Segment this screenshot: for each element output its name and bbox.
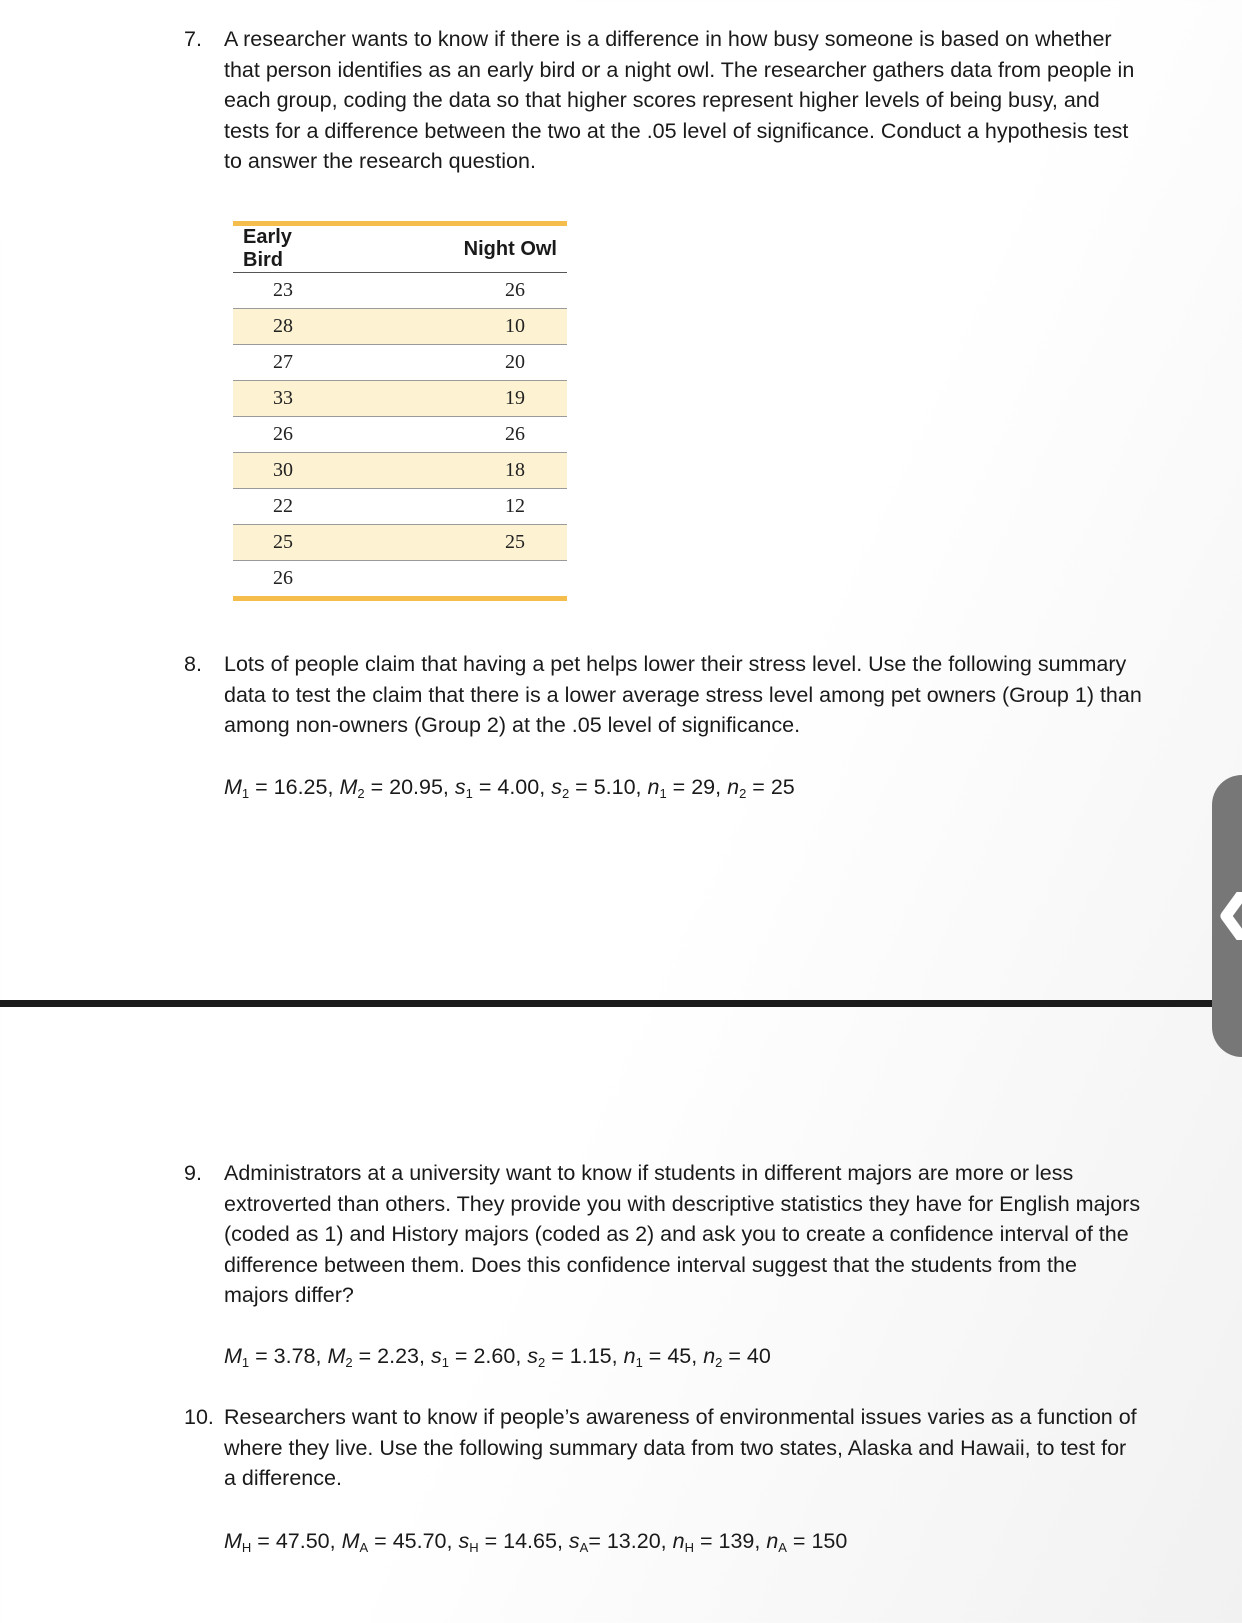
cell-early-bird: 26 [233,417,333,453]
stat-mh: 47.50 [275,1529,330,1553]
chevron-left-icon [1212,892,1242,940]
table-row [233,417,567,453]
table-row [233,381,567,417]
column-header-early-bird: Early Bird [233,224,333,273]
summary-statistics-q8: $M_1 = 16.25$, $M_2 = 20.95$, $s_1 = 4.00$, $s_2 = 5.10$, $n_1 = 29$, $n_2 = 25$ [224,775,795,801]
question-text: Lots of people claim that having a pet helps lower their stress level. Use the following summary data to test the claim that there is a lower average stress level among pet owners (Group 1) than among non-owners (Group 2) at the .05 level of significance. [224,652,1142,737]
table-row [233,273,567,309]
stat-ma: 45.70 [392,1529,447,1553]
table-row [233,525,567,561]
section-divider [0,1000,1212,1007]
table-row [233,489,567,525]
stat-m2: 20.95 [389,775,443,799]
cell-early-bird: 22 [233,489,333,525]
table-header-row [233,224,567,273]
table-row [233,345,567,381]
cell-night-owl: 26 [333,273,567,309]
stat-m1: 3.78 [273,1344,316,1368]
stat-nh: 139 [718,1529,755,1553]
stat-s1: 4.00 [497,775,540,799]
question-text: Researchers want to know if people’s awareness of environmental issues varies as a function of where they live. Use the following summary data from two states, Alaska and Hawaii, to test for a difference. [224,1405,1137,1490]
cell-early-bird: 33 [233,381,333,417]
question-number: 10. [184,1405,214,1429]
cell-night-owl: 20 [333,345,567,381]
cell-early-bird: 28 [233,309,333,345]
stat-m1: 16.25 [273,775,328,799]
stat-na: 150 [811,1529,848,1553]
side-panel-tab[interactable] [1212,775,1242,1057]
stat-n1: 45 [667,1344,692,1368]
cell-night-owl: 18 [333,453,567,489]
question-number: 7. [184,27,202,51]
summary-statistics-q9: $M_1 = 3.78$, $M_2 = 2.23$, $s_1 = 2.60$, $s_2 = 1.15$, $n_1 = 45$, $n_2 = 40$ [224,1344,771,1370]
cell-night-owl: 12 [333,489,567,525]
stat-n2: 25 [770,775,795,799]
question-7 [184,24,1144,177]
cell-early-bird: 23 [233,273,333,309]
cell-early-bird: 27 [233,345,333,381]
summary-statistics-q10: $M_H = 47.50$, $M_A = 45.70$, $s_H = 14.65$, $s_A= 13.20$, $n_H = 139$, $n_A = 150$ [224,1529,848,1555]
stat-n2: 40 [746,1344,771,1368]
cell-early-bird: 25 [233,525,333,561]
table-row [233,561,567,599]
question-number: 9. [184,1161,202,1185]
cell-night-owl: 19 [333,381,567,417]
stat-sh: 14.65 [503,1529,557,1553]
question-number: 8. [184,652,202,676]
cell-early-bird: 30 [233,453,333,489]
cell-night-owl: 10 [333,309,567,345]
stat-s1: 2.60 [473,1344,516,1368]
stat-m2: 2.23 [377,1344,420,1368]
stat-s2: 5.10 [593,775,636,799]
column-header-night-owl: Night Owl [333,224,567,273]
cell-early-bird: 26 [273,567,293,589]
stat-s2: 1.15 [569,1344,612,1368]
cell-night-owl [333,561,567,599]
cell-night-owl: 26 [333,417,567,453]
data-table [233,221,567,601]
question-8 [184,649,1144,741]
stat-n1: 29 [691,775,716,799]
cell-night-owl: 25 [333,525,567,561]
question-text: A researcher wants to know if there is a difference in how busy someone is based on whether that person identifies as an early bird or a night owl. The researcher gathers data from people in each group, coding the data so that higher scores represent higher levels of being busy, and tests for a difference between the two at the .05 level of significance. Conduct a hypothesis test to answer the research question. [224,27,1135,173]
question-9 [184,1158,1144,1311]
question-text: Administrators at a university want to know if students in different majors are more or less extroverted than others. They provide you with descriptive statistics they have for English majors (coded as 1) and History majors (coded as 2) and ask you to create a confidence interval of the difference between them. Does this confidence interval suggest that the students from the majors differ? [224,1161,1141,1307]
stat-sa: 13.20 [606,1529,661,1553]
table-row [233,309,567,345]
question-10 [184,1402,1144,1494]
table-row [233,453,567,489]
